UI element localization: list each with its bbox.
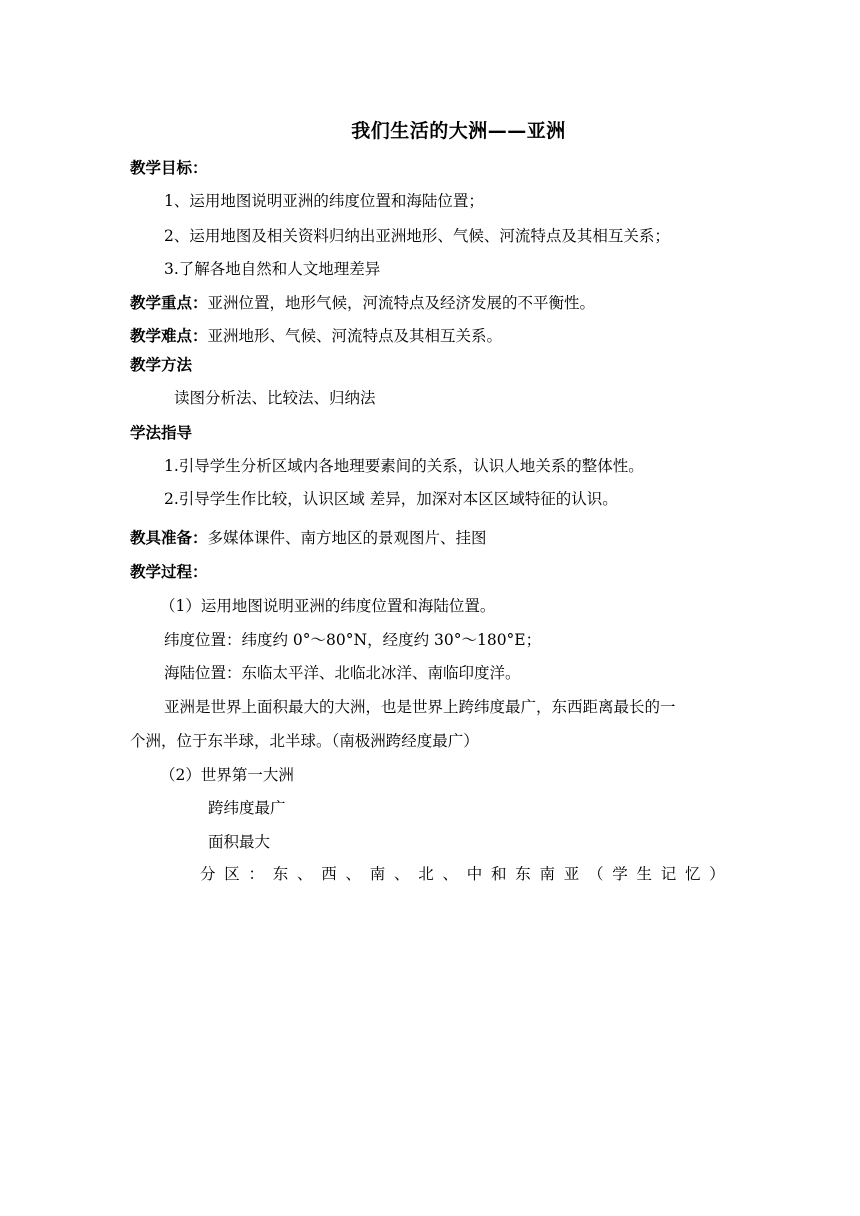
key-points-line (130, 293, 595, 313)
difficulties-text: 亚洲地形、气候、河流特点及其相互关系。 (207, 327, 503, 345)
regions-char: （ (588, 865, 604, 883)
regions-char: ： (248, 865, 265, 883)
goal-item-3: 3.了解各地自然和人文地理差异 (164, 260, 381, 278)
regions-char: 区 (224, 865, 240, 883)
goal-item-1: 1、运用地图说明亚洲的纬度位置和海陆位置； (164, 192, 484, 210)
regions-char: 生 (636, 865, 653, 883)
regions-char: 、 (394, 865, 410, 883)
regions-char: 南 (539, 865, 556, 883)
regions-char: 分 (200, 865, 216, 883)
process-step-2: （2）世界第一大洲 (160, 766, 294, 784)
regions-char: 和 (491, 865, 507, 883)
regions-char: 西 (321, 865, 337, 883)
asia-paragraph-line-2: 个洲，位于东半球，北半球。（南极洲跨经度最广） (130, 732, 479, 750)
asia-paragraph-line-1: 亚洲是世界上面积最大的大洲，也是世界上跨纬度最广，东西距离最长的一 (164, 698, 676, 716)
feature-widest-latitude: 跨纬度最广 (208, 799, 286, 817)
difficulties-label: 教学难点： (130, 327, 208, 345)
key-points-label: 教学重点： (130, 294, 208, 312)
key-points-text: 亚洲位置，地形气候，河流特点及经济发展的不平衡性。 (207, 294, 596, 312)
regions-char: 东 (272, 865, 289, 883)
regions-char: 南 (369, 865, 386, 883)
tools-label: 教具准备： (130, 529, 208, 547)
regions-char: 中 (466, 865, 483, 883)
document-title: 我们生活的大洲——亚洲 (351, 120, 566, 142)
study-guide-heading: 学法指导 (130, 424, 193, 442)
regions-char: 学 (612, 865, 628, 883)
regions-char: 、 (345, 865, 362, 883)
regions-char: 记 (660, 865, 677, 883)
regions-char: 忆 (685, 865, 701, 883)
methods-heading: 教学方法 (130, 356, 193, 374)
goals-heading: 教学目标： (130, 159, 208, 177)
difficulties-line (130, 326, 502, 346)
tools-line (130, 528, 487, 548)
regions-char: 东 (515, 865, 531, 883)
regions-char: ） (709, 865, 725, 883)
process-step-1: （1）运用地图说明亚洲的纬度位置和海陆位置。 (160, 597, 496, 615)
goal-item-2: 2、运用地图及相关资料归纳出亚洲地形、气候、河流特点及其相互关系； (164, 227, 670, 245)
regions-char: 、 (297, 865, 313, 883)
latitude-position: 纬度位置：纬度约 0°～80°N，经度约 30°～180°E； (164, 631, 542, 649)
regions-char: 、 (442, 865, 459, 883)
tools-text: 多媒体课件、南方地区的景观图片、挂图 (207, 529, 487, 547)
methods-text: 读图分析法、比较法、归纳法 (174, 389, 376, 407)
regions-char: 亚 (563, 865, 580, 883)
study-guide-item-2: 2.引导学生作比较，认识区域 差异，加深对本区区域特征的认识。 (164, 490, 618, 508)
feature-largest-area: 面积最大 (208, 833, 271, 851)
regions-line (200, 864, 725, 884)
regions-char: 北 (418, 865, 434, 883)
process-heading: 教学过程： (130, 563, 208, 581)
study-guide-item-1: 1.引导学生分析区域内各地理要素间的关系，认识人地关系的整体性。 (164, 457, 644, 475)
sea-land-position: 海陆位置：东临太平洋、北临北冰洋、南临印度洋。 (164, 664, 521, 682)
